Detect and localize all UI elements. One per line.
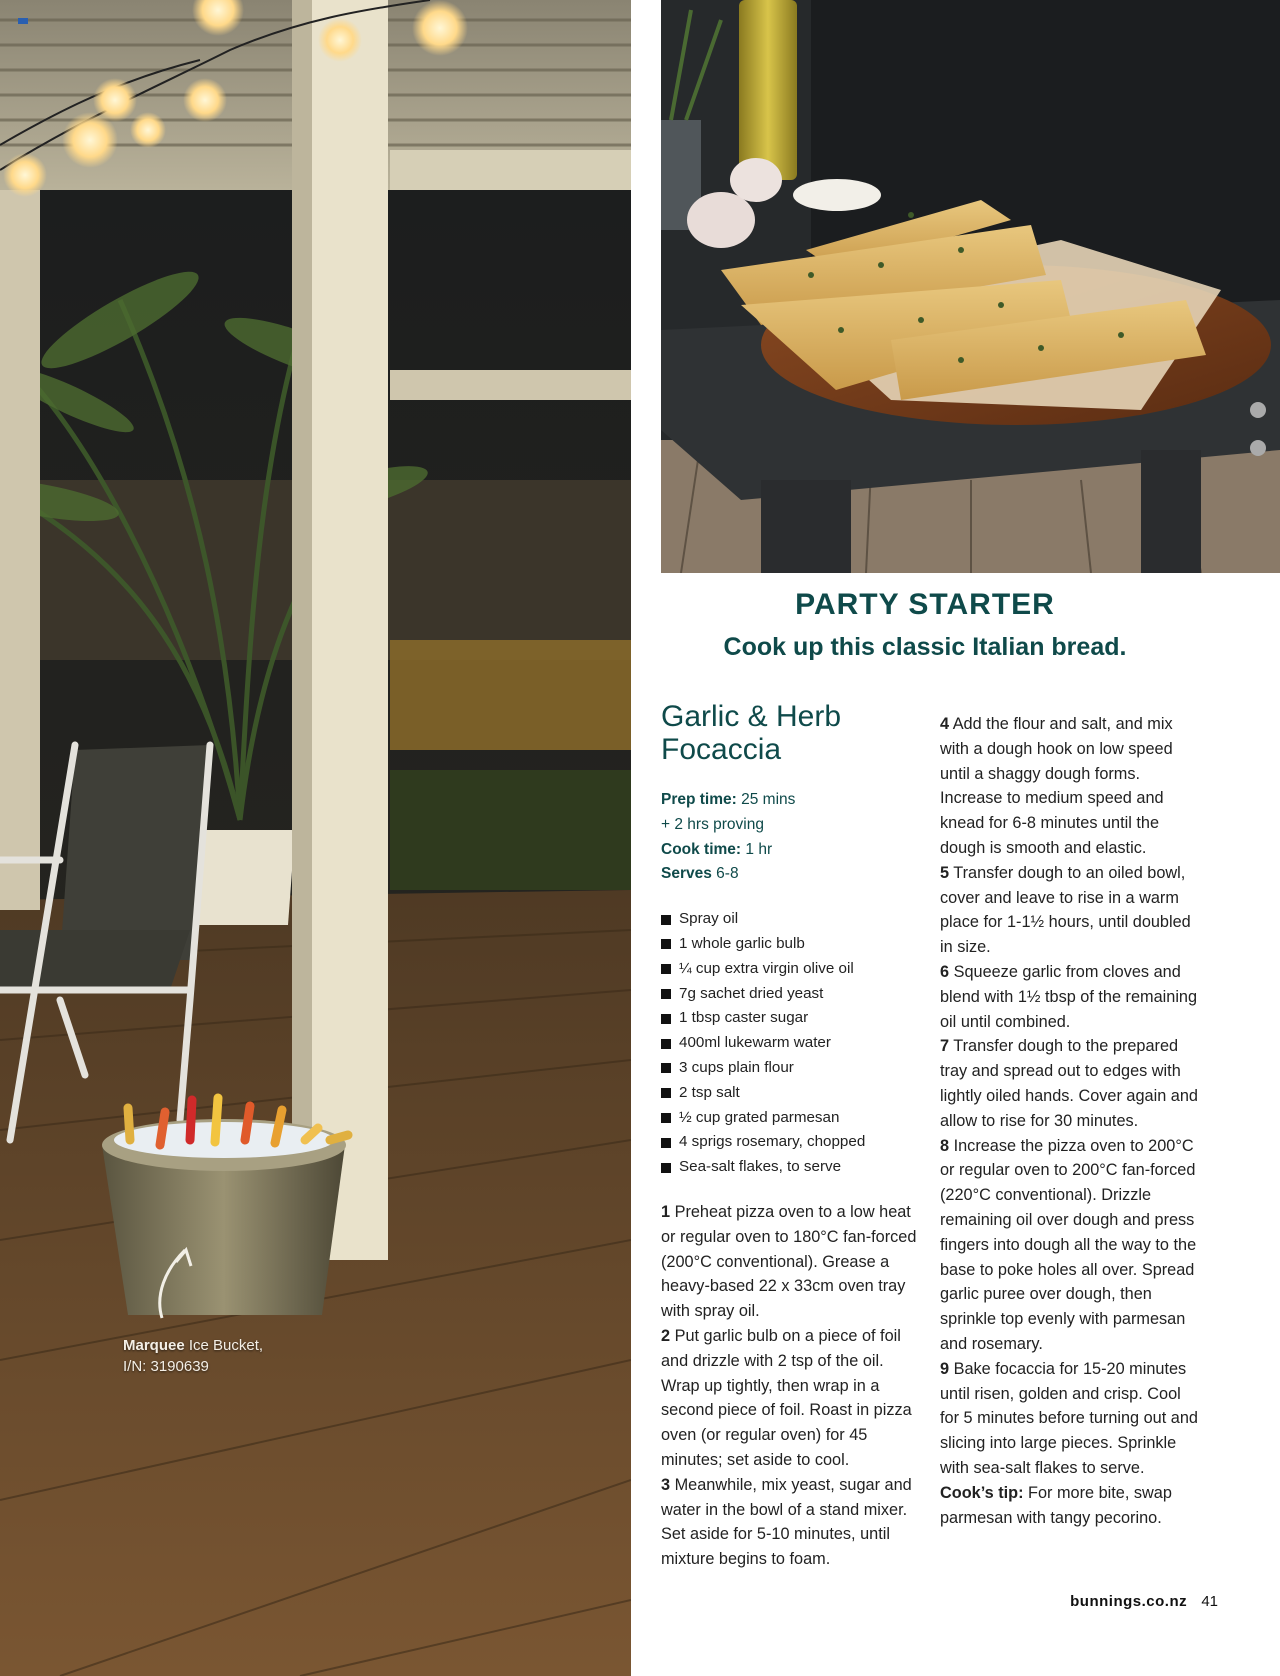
step-number: 6 bbox=[940, 962, 950, 981]
focaccia-photo bbox=[661, 0, 1280, 573]
section-kicker: PARTY STARTER bbox=[795, 588, 1055, 621]
ingredient-text: 7g sachet dried yeast bbox=[679, 984, 824, 1002]
recipe-column-right bbox=[940, 712, 1202, 1530]
ingredients-list bbox=[661, 907, 923, 1180]
step-number: 3 bbox=[661, 1475, 671, 1494]
ingredient-item bbox=[661, 907, 923, 932]
prep-value: 25 mins bbox=[741, 791, 796, 808]
bullet-icon bbox=[661, 1063, 671, 1073]
method-step bbox=[661, 1324, 923, 1473]
method-step bbox=[940, 1134, 1202, 1357]
step-number: 2 bbox=[661, 1326, 671, 1345]
caption-brand: Marquee bbox=[123, 1337, 185, 1354]
ingredient-item bbox=[661, 1130, 923, 1155]
bullet-icon bbox=[661, 1088, 671, 1098]
ingredient-item bbox=[661, 957, 923, 982]
focaccia-scene bbox=[661, 0, 1280, 573]
method-step bbox=[661, 1473, 923, 1572]
ingredient-item bbox=[661, 1081, 923, 1106]
step-text: Meanwhile, mix yeast, sugar and water in the bowl of a stand mixer. Set aside for 5-10 minutes, until mixture begins to foam. bbox=[661, 1475, 912, 1569]
caption-item-number: I/N: 3190639 bbox=[123, 1358, 209, 1375]
cook-value: 1 hr bbox=[745, 840, 773, 858]
step-text: Transfer dough to an oiled bowl, cover and leave to rise in a warm place for 1-1½ hours, until doubled in size. bbox=[940, 863, 1191, 957]
footer-url[interactable]: bunnings.co.nz bbox=[1070, 1593, 1188, 1610]
step-text: Bake focaccia for 15-20 minutes until risen, golden and crisp. Cool for 5 minutes before turning out and slicing into large pieces. Sprinkle with sea-salt flakes to serve. bbox=[940, 1359, 1198, 1477]
bullet-icon bbox=[661, 1138, 671, 1148]
step-text: Put garlic bulb on a piece of foil and drizzle with 2 tsp of the oil. Wrap up tightly, then wrap in a second piece of foil. Roast in pizza oven (or regular oven) for 45 minutes; set aside to cool. bbox=[661, 1326, 912, 1469]
bullet-icon bbox=[661, 1014, 671, 1024]
method-step bbox=[940, 1357, 1202, 1481]
serves-value: 6-8 bbox=[716, 865, 739, 883]
step-text: Increase the pizza oven to 200°C or regular oven to 200°C fan-forced (220°C conventional). Drizzle remaining oil over dough and press fingers into dough all the way to the base to poke holes all over. Spread garlic puree over dough, then sprinkle top evenly with parmesan and rosemary. bbox=[940, 1136, 1197, 1353]
caption-product: Ice Bucket, bbox=[188, 1337, 264, 1354]
patio-scene bbox=[0, 0, 631, 1676]
step-text: Add the flour and salt, and mix with a dough hook on low speed until a shaggy dough forms. Increase to medium speed and knead for 6-8 minutes until the dough is smooth and elastic. bbox=[940, 715, 1173, 857]
prep-label: Prep time: bbox=[661, 791, 737, 808]
cook-label: Cook time: bbox=[661, 840, 742, 858]
step-text: Transfer dough to the prepared tray and spread out to edges with lightly oiled hands. Cover again and allow to rise for 30 minutes. bbox=[940, 1037, 1198, 1130]
step-text: Preheat pizza oven to a low heat or regular oven to 180°C fan-forced (200°C conventional). Grease a heavy-based 22 x 33cm oven tray with spray oil. bbox=[661, 1202, 917, 1321]
ingredient-text: 4 sprigs rosemary, chopped bbox=[679, 1133, 866, 1151]
method-step bbox=[940, 712, 1202, 861]
recipe-column-left bbox=[661, 700, 923, 1572]
page-footer bbox=[1070, 1593, 1218, 1610]
ingredient-item bbox=[661, 1155, 923, 1180]
step-number: 7 bbox=[940, 1037, 950, 1056]
ingredient-item bbox=[661, 982, 923, 1007]
method-step bbox=[940, 960, 1202, 1034]
patio-photo bbox=[0, 0, 631, 1676]
ingredient-text: 1 tbsp caster sugar bbox=[679, 1009, 809, 1027]
method-step bbox=[940, 861, 1202, 960]
ingredient-text: 3 cups plain flour bbox=[679, 1058, 794, 1076]
step-number: 4 bbox=[940, 715, 950, 733]
recipe-meta bbox=[661, 788, 923, 887]
section-subheading: Cook up this classic Italian bread. bbox=[723, 633, 1127, 661]
ingredient-text: 400ml lukewarm water bbox=[679, 1034, 831, 1052]
tip-text: For more bite, swap parmesan with tangy pecorino. bbox=[940, 1483, 1172, 1527]
ingredient-text: Spray oil bbox=[679, 910, 739, 928]
step-number: 1 bbox=[661, 1202, 671, 1221]
ingredient-text: ½ cup grated parmesan bbox=[679, 1108, 840, 1126]
step-number: 9 bbox=[940, 1359, 950, 1378]
method-step bbox=[661, 1200, 923, 1324]
ingredient-item bbox=[661, 932, 923, 957]
ingredient-item bbox=[661, 1056, 923, 1081]
ingredient-item bbox=[661, 1031, 923, 1056]
bullet-icon bbox=[661, 1039, 671, 1049]
ingredient-text: Sea-salt flakes, to serve bbox=[679, 1158, 842, 1176]
method-step bbox=[940, 1034, 1202, 1133]
serves-label: Serves bbox=[661, 865, 712, 883]
bullet-icon bbox=[661, 1113, 671, 1123]
step-number: 8 bbox=[940, 1136, 950, 1155]
cooks-tip bbox=[940, 1481, 1202, 1531]
bullet-icon bbox=[661, 939, 671, 949]
recipe-title: Garlic & Herb Focaccia bbox=[661, 700, 842, 766]
bullet-icon bbox=[661, 989, 671, 999]
ice-bucket bbox=[102, 1098, 348, 1318]
ingredient-text: 2 tsp salt bbox=[679, 1083, 740, 1101]
bullet-icon bbox=[661, 915, 671, 925]
ingredient-item bbox=[661, 1106, 923, 1131]
bullet-icon bbox=[661, 964, 671, 974]
prep-extra: + 2 hrs proving bbox=[661, 815, 764, 833]
page-number: 41 bbox=[1201, 1593, 1218, 1610]
step-number: 5 bbox=[940, 863, 950, 882]
tip-label: Cook’s tip: bbox=[940, 1483, 1024, 1502]
step-text: Squeeze garlic from cloves and blend with 1½ tbsp of the remaining oil until combined. bbox=[940, 962, 1198, 1031]
product-caption bbox=[123, 1335, 323, 1377]
ingredient-text: ¼ cup extra virgin olive oil bbox=[679, 959, 854, 977]
ingredient-item bbox=[661, 1006, 923, 1031]
ingredient-text: 1 whole garlic bulb bbox=[679, 934, 805, 952]
bullet-icon bbox=[661, 1163, 671, 1173]
